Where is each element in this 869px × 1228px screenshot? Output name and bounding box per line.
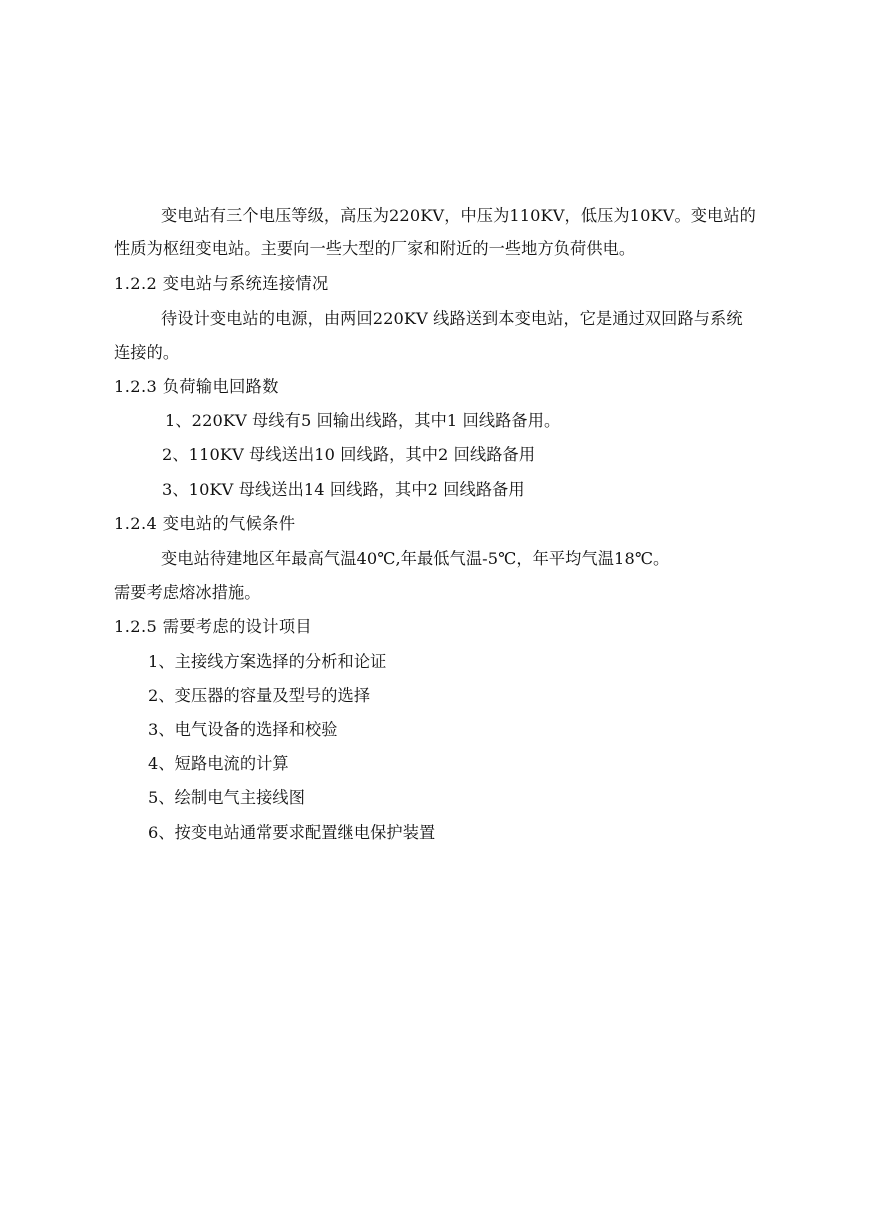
list-item: 1、主接线方案选择的分析和论证 xyxy=(148,652,387,671)
section-1-2-4-line-2: 需要考虑熔冰措施。 xyxy=(114,583,261,602)
section-1-2-2-line-1: 待设计变电站的电源，由两回220KV 线路送到本变电站，它是通过双回路与系统 xyxy=(161,309,743,328)
list-item: 3、电气设备的选择和校验 xyxy=(148,720,338,739)
intro-line-1: 变电站有三个电压等级，高压为220KV，中压为110KV，低压为10KV。变电站的 xyxy=(161,206,756,225)
list-item: 5、绘制电气主接线图 xyxy=(148,788,305,807)
section-heading-1-2-3: 1.2.3 负荷输电回路数 xyxy=(114,377,279,396)
list-item: 4、短路电流的计算 xyxy=(148,754,289,773)
intro-line-2: 性质为枢纽变电站。主要向一些大型的厂家和附近的一些地方负荷供电。 xyxy=(114,239,636,258)
section-heading-1-2-4: 1.2.4 变电站的气候条件 xyxy=(114,514,296,533)
list-item: 3、10KV 母线送出14 回线路，其中2 回线路备用 xyxy=(162,480,525,499)
list-item: 6、按变电站通常要求配置继电保护装置 xyxy=(148,823,436,842)
list-item: 1、220KV 母线有5 回输出线路，其中1 回线路备用。 xyxy=(165,411,561,430)
section-1-2-2-line-2: 连接的。 xyxy=(114,343,180,362)
list-item: 2、变压器的容量及型号的选择 xyxy=(148,686,371,705)
section-1-2-4-line-1: 变电站待建地区年最高气温40℃,年最低气温-5℃，年平均气温18℃。 xyxy=(161,549,670,568)
list-item: 2、110KV 母线送出10 回线路，其中2 回线路备用 xyxy=(162,445,536,464)
section-heading-1-2-2: 1.2.2 变电站与系统连接情况 xyxy=(114,274,329,293)
section-heading-1-2-5: 1.2.5 需要考虑的设计项目 xyxy=(114,617,313,636)
